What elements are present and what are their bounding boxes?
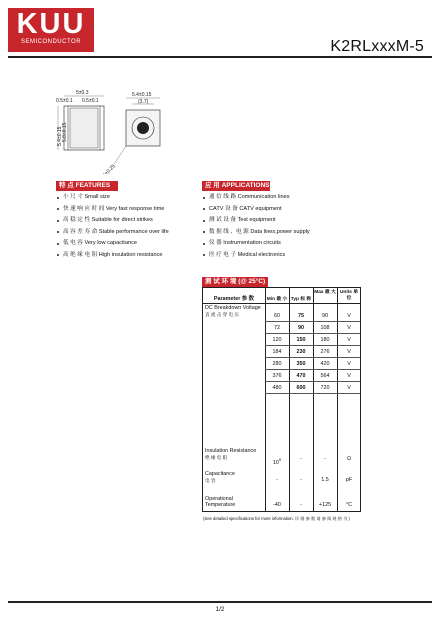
table-cell-min: 480 bbox=[272, 385, 282, 391]
table-cell-unit: V bbox=[347, 325, 351, 331]
table-cell-min: - bbox=[276, 477, 278, 483]
dim-label: 5.8±0.15 bbox=[62, 122, 68, 142]
table-cell-min: 60 bbox=[274, 313, 280, 319]
dim-label: 5±0.3 bbox=[76, 90, 89, 96]
table-cell-max: 90 bbox=[322, 313, 328, 319]
header-typ: Typ 标 称 bbox=[290, 297, 312, 302]
table-cell-typ: 75 bbox=[298, 313, 304, 319]
table-cell-min: 184 bbox=[272, 349, 282, 355]
list-item: 医 疗 电 子 Medical electronics bbox=[203, 250, 310, 262]
table-cell-max: 180 bbox=[320, 337, 330, 343]
list-item: 高 容 差 寿 命 Stable performance over life bbox=[57, 227, 169, 239]
dc-breakdown-label-cn: 直 流 击 穿 电 压 bbox=[205, 312, 239, 317]
table-cell-unit: V bbox=[347, 373, 351, 379]
table-cell-min: 120 bbox=[272, 337, 282, 343]
table-cell-unit: °C bbox=[345, 502, 353, 508]
table-cell-max: 420 bbox=[320, 361, 330, 367]
row-divider bbox=[265, 321, 360, 322]
row-divider bbox=[265, 345, 360, 346]
list-item: 仪 器 Instrumentation circuits bbox=[203, 238, 310, 250]
table-cell-max: 108 bbox=[320, 325, 330, 331]
test-environment-heading: 测 试 环 境 (@ 25°C) bbox=[202, 277, 268, 287]
table-cell-typ: 350 bbox=[296, 361, 306, 367]
footer-divider bbox=[8, 601, 432, 603]
applications-heading: 应 用 APPLICATIONS bbox=[202, 181, 270, 191]
row-divider bbox=[265, 333, 360, 334]
table-cell-unit: V bbox=[347, 337, 351, 343]
table-cell-max: 564 bbox=[320, 373, 330, 379]
list-item: 小 尺 寸 Small size bbox=[57, 192, 169, 204]
header-divider bbox=[8, 56, 432, 58]
row-divider bbox=[265, 393, 360, 394]
dim-label: 5.4±0.15 bbox=[132, 92, 152, 98]
table-cell-max: - bbox=[324, 456, 326, 462]
logo-main-text: KUU bbox=[16, 8, 86, 40]
table-cell-unit: V bbox=[347, 361, 351, 367]
table-cell-typ: - bbox=[300, 502, 302, 508]
list-item: 测 试 设 备 Test equipment bbox=[203, 215, 310, 227]
specifications-table bbox=[202, 287, 361, 512]
table-cell-typ: 230 bbox=[296, 349, 306, 355]
capacitance-label: Capacitance bbox=[205, 471, 235, 477]
insulation-label: Insulation Resistance bbox=[205, 448, 257, 454]
header-parameter: Parameter 参 数 bbox=[213, 296, 255, 302]
table-cell-min: 72 bbox=[274, 325, 280, 331]
insulation-min-exponent: 9 bbox=[278, 457, 282, 462]
capacitance-label-cn: 电 容 bbox=[205, 478, 216, 483]
applications-list bbox=[203, 192, 310, 261]
table-cell-max: 1.5 bbox=[321, 477, 329, 483]
table-cell-unit: V bbox=[347, 385, 351, 391]
dimension-drawing-svg bbox=[56, 84, 176, 174]
insulation-label-cn: 绝 缘 电 阻 bbox=[205, 455, 228, 460]
table-cell-min: -40 bbox=[273, 502, 281, 508]
table-cell-typ: 470 bbox=[296, 373, 306, 379]
list-item: 低 电 容 Very low capacitance bbox=[57, 238, 169, 250]
part-number-title: K2RLxxxM-5 bbox=[330, 38, 424, 55]
header-units: Units 单 位 bbox=[339, 290, 359, 301]
list-item: CATV 设 备 CATV equipment bbox=[203, 204, 310, 216]
temperature-label-2: Temperature bbox=[205, 502, 236, 508]
table-cell-unit: V bbox=[347, 313, 351, 319]
dc-breakdown-label: DC Breakdown Voltage bbox=[205, 305, 261, 311]
page-number: 1/2 bbox=[215, 606, 225, 613]
header-max: Max 最 大 bbox=[314, 290, 336, 295]
list-item: 数 据 线 、电 源 Data lines,power supply bbox=[203, 227, 310, 239]
table-cell-unit: pF bbox=[345, 477, 353, 483]
table-cell-typ: - bbox=[300, 477, 302, 483]
table-cell-min bbox=[265, 456, 289, 467]
row-divider bbox=[265, 381, 360, 382]
table-cell-typ: - bbox=[300, 456, 302, 462]
features-heading: 特 点 FEATURES bbox=[56, 181, 118, 191]
table-cell-max: 276 bbox=[320, 349, 330, 355]
table-cell-min: 376 bbox=[272, 373, 282, 379]
dim-label: 0.5±0.1 bbox=[82, 98, 99, 104]
table-footnote: (See detailed specifications for more information. 详 细 参 数 请 参 阅 规 格 书 ) bbox=[203, 516, 350, 521]
insulation-min-base: 10 bbox=[272, 459, 279, 466]
dim-label: 6±0.25 bbox=[101, 163, 117, 174]
list-item: 高 稳 定 性 Suitable for direct strikes bbox=[57, 215, 169, 227]
logo-sub-text: SEMICONDUCTOR bbox=[20, 39, 82, 45]
temperature-label: Operational bbox=[205, 496, 233, 502]
header-min: Min 最 小 bbox=[266, 297, 288, 302]
dim-label: (3.7) bbox=[138, 99, 149, 105]
dim-label: 0.5±0.1 bbox=[56, 98, 73, 104]
list-item: 快 速 响 应 时 间 Very fast response time bbox=[57, 204, 169, 216]
table-cell-typ: 90 bbox=[298, 325, 304, 331]
row-divider bbox=[265, 369, 360, 370]
table-cell-max: 720 bbox=[320, 385, 330, 391]
row-divider bbox=[265, 357, 360, 358]
company-logo bbox=[8, 8, 94, 52]
list-item: 高 绝 缘 电 阻 High insulation resistance bbox=[57, 250, 169, 262]
list-item: 通 信 线 路 Communication lines bbox=[203, 192, 310, 204]
table-cell-min: 280 bbox=[272, 361, 282, 367]
dimension-drawing bbox=[56, 84, 176, 174]
dim-label: 5.4±0.15 bbox=[57, 126, 63, 146]
table-cell-unit: V bbox=[347, 349, 351, 355]
features-list bbox=[57, 192, 169, 261]
table-cell-typ: 600 bbox=[296, 385, 306, 391]
table-cell-typ: 150 bbox=[296, 337, 306, 343]
table-cell-max: +125 bbox=[318, 502, 332, 508]
table-cell-unit: Ω bbox=[346, 456, 352, 462]
